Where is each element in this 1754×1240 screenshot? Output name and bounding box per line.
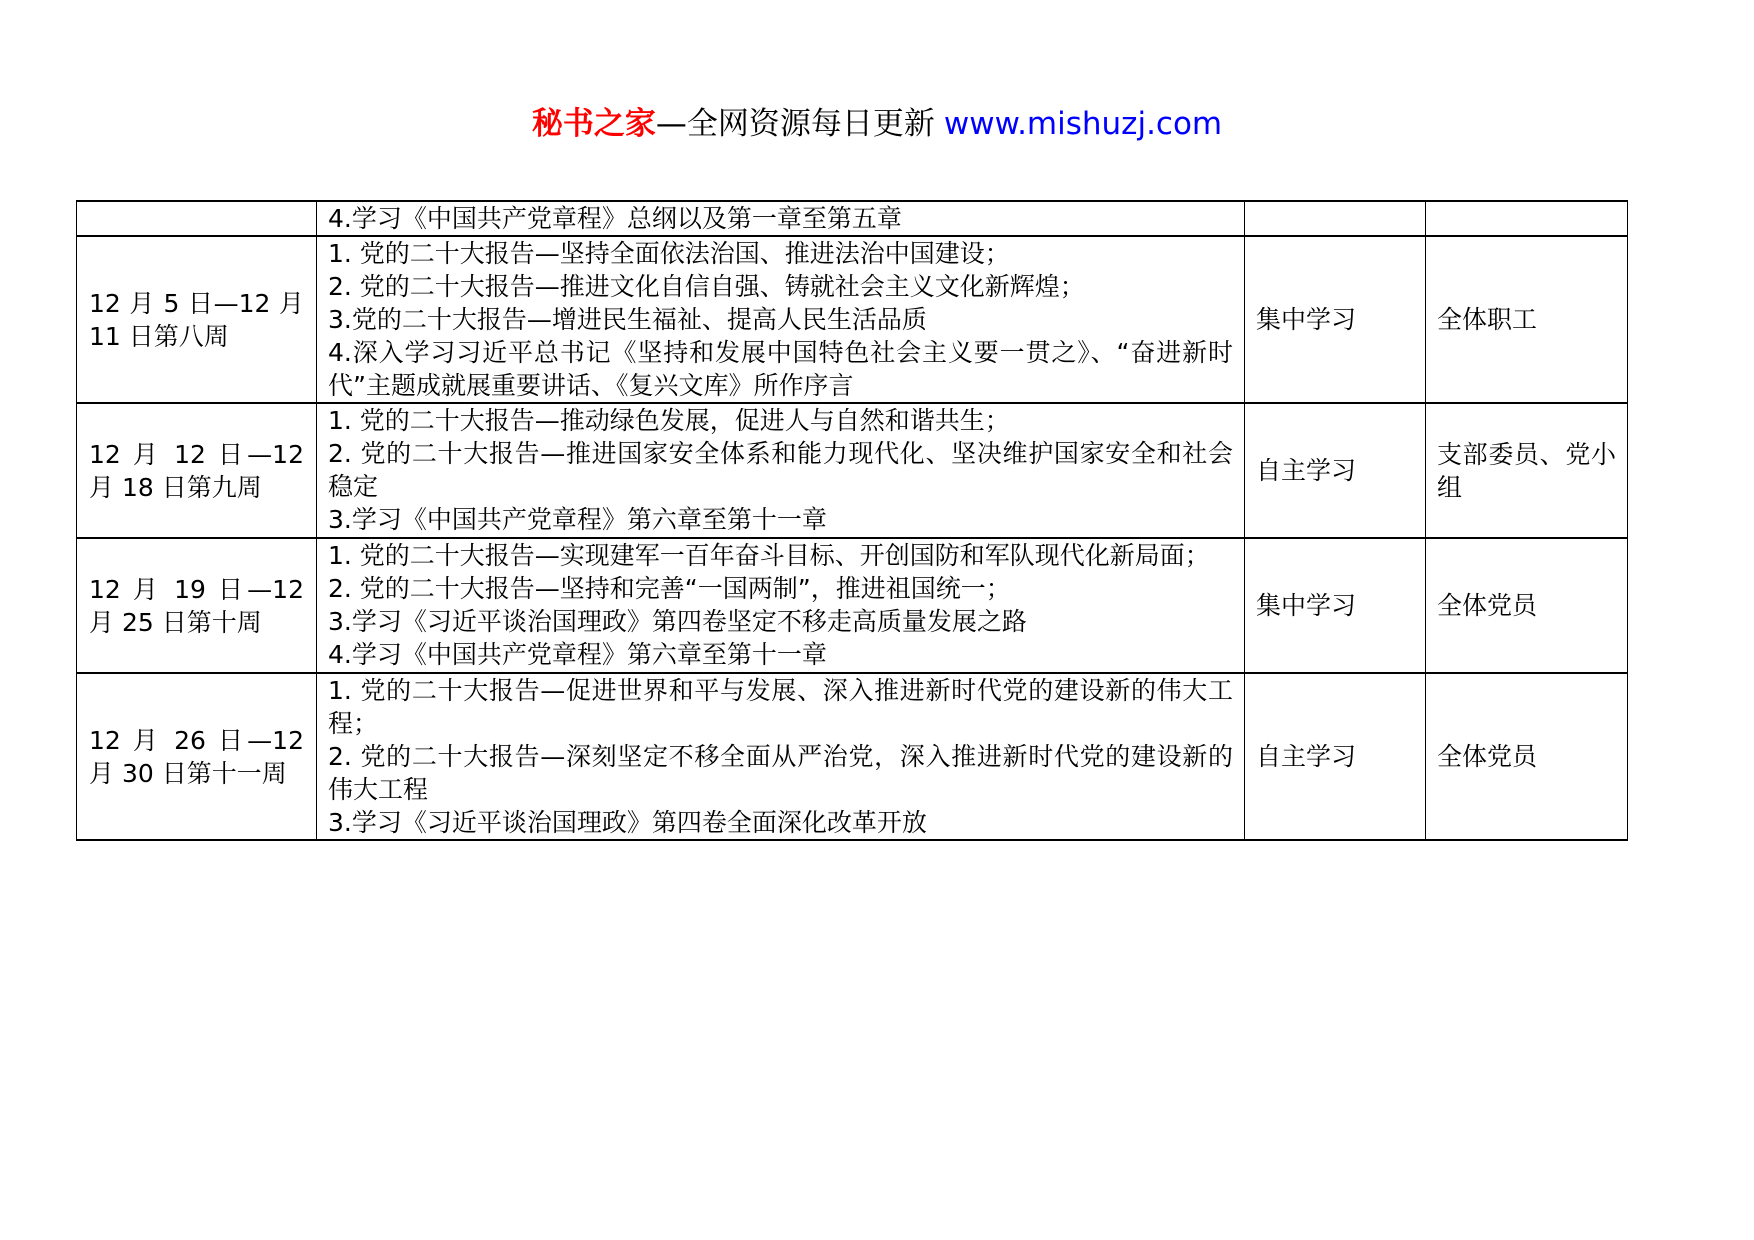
- period-cell: [77, 201, 317, 236]
- content-cell: [317, 236, 1245, 403]
- method-text: 自主学习: [1256, 456, 1357, 485]
- site-tagline: —全网资源每日更新: [655, 106, 935, 142]
- period-cell: [77, 673, 317, 840]
- site-url-link[interactable]: www.mishuzj.com: [943, 106, 1223, 142]
- period-line: 12 月 26 日—12: [89, 725, 304, 755]
- participants-cell: [1426, 673, 1628, 840]
- content-line: 1. 党的二十大报告—推动绿色发展，促进人与自然和谐共生；: [328, 406, 1010, 435]
- content-item: [328, 539, 1233, 572]
- participants-line: 全体党员: [1437, 742, 1538, 771]
- method-text: 集中学习: [1256, 591, 1357, 620]
- participants-line: 全体职工: [1437, 305, 1538, 334]
- brand-name: 秘书之家: [531, 106, 656, 142]
- content-line: 4.学习《中国共产党章程》总纲以及第一章至第五章: [328, 204, 902, 233]
- content-item: [328, 237, 1233, 270]
- period-line: 月 30 日第十一周: [89, 758, 287, 788]
- period-line: 12 月 5 日—12 月: [89, 288, 304, 318]
- participants-line: 组: [1437, 472, 1463, 502]
- content-line: 2. 党的二十大报告—深刻坚定不移全面从严治党，深入推进新时代党的建设新的: [328, 742, 1233, 771]
- participants-cell: [1426, 236, 1628, 403]
- period-cell: [77, 538, 317, 673]
- content-line: 3.学习《习近平谈治国理政》第四卷全面深化改革开放: [328, 808, 927, 837]
- method-cell: [1245, 236, 1426, 403]
- method-text: 自主学习: [1256, 742, 1357, 771]
- content-item: [328, 437, 1233, 503]
- content-line: 4.学习《中国共产党章程》第六章至第十一章: [328, 640, 827, 669]
- content-cell: [317, 403, 1245, 538]
- period-line: 11 日第八周: [89, 321, 229, 351]
- table-row: [77, 236, 1628, 403]
- method-text: 集中学习: [1256, 305, 1357, 334]
- content-item: [328, 270, 1233, 303]
- content-line: 2. 党的二十大报告—推进文化自信自强、铸就社会主义文化新辉煌；: [328, 272, 1085, 301]
- participants-cell: [1426, 538, 1628, 673]
- table-row: [77, 403, 1628, 538]
- method-cell: [1245, 403, 1426, 538]
- study-schedule-table: [76, 200, 1628, 841]
- content-line: 1. 党的二十大报告—促进世界和平与发展、深入推进新时代党的建设新的伟大工: [328, 676, 1233, 705]
- content-cell: [317, 538, 1245, 673]
- content-line: 4.深入学习习近平总书记《坚持和发展中国特色社会主义要一贯之》、“奋进新时: [328, 338, 1233, 367]
- period-cell: [77, 403, 317, 538]
- table-row: [77, 673, 1628, 840]
- period-line: 月 25 日第十周: [89, 607, 262, 637]
- participants-cell: [1426, 201, 1628, 236]
- content-line: 1. 党的二十大报告—坚持全面依法治国、推进法治中国建设；: [328, 239, 1010, 268]
- content-item: [328, 303, 1233, 336]
- content-item: [328, 638, 1233, 671]
- content-line: 稳定: [328, 472, 379, 501]
- content-item: [328, 605, 1233, 638]
- content-item: [328, 404, 1233, 437]
- content-cell: [317, 673, 1245, 840]
- period-line: 12 月 12 日—12: [89, 439, 304, 469]
- participants-line: 支部委员、党小: [1437, 439, 1616, 469]
- method-cell: [1245, 201, 1426, 236]
- content-item: [328, 572, 1233, 605]
- content-line: 3.学习《习近平谈治国理政》第四卷坚定不移走高质量发展之路: [328, 607, 1027, 636]
- content-line: 代”主题成就展重要讲话、《复兴文库》所作序言: [328, 371, 854, 400]
- content-item: [328, 503, 1233, 536]
- content-line: 1. 党的二十大报告—实现建军一百年奋斗目标、开创国防和军队现代化新局面；: [328, 541, 1210, 570]
- table-row: [77, 538, 1628, 673]
- content-line: 伟大工程: [328, 775, 429, 804]
- content-item: [328, 336, 1233, 402]
- participants-line: 全体党员: [1437, 591, 1538, 620]
- content-item: [328, 806, 1233, 839]
- content-line: 程；: [328, 709, 379, 738]
- period-line: 12 月 19 日—12: [89, 574, 304, 604]
- content-cell: [317, 201, 1245, 236]
- content-item: [328, 740, 1233, 806]
- content-line: 2. 党的二十大报告—坚持和完善“一国两制”，推进祖国统一；: [328, 574, 1011, 603]
- page-header: [0, 105, 1754, 143]
- participants-cell: [1426, 403, 1628, 538]
- content-line: 3.学习《中国共产党章程》第六章至第十一章: [328, 505, 827, 534]
- table-row: [77, 201, 1628, 236]
- method-cell: [1245, 673, 1426, 840]
- period-cell: [77, 236, 317, 403]
- content-line: 3.党的二十大报告—增进民生福祉、提高人民生活品质: [328, 305, 927, 334]
- content-item: [328, 202, 1233, 235]
- content-line: 2. 党的二十大报告—推进国家安全体系和能力现代化、坚决维护国家安全和社会: [328, 439, 1233, 468]
- method-cell: [1245, 538, 1426, 673]
- content-item: [328, 674, 1233, 740]
- period-line: 月 18 日第九周: [89, 472, 262, 502]
